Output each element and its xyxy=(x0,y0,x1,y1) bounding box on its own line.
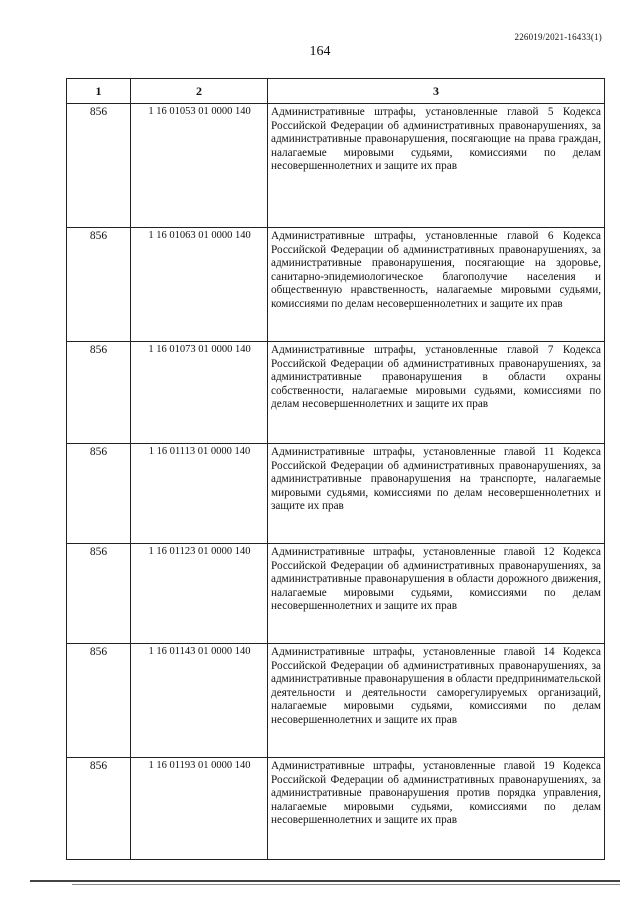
column-header-3: 3 xyxy=(268,79,605,104)
budget-code-cell: 1 16 01143 01 0000 140 xyxy=(131,644,268,758)
description-cell: Административные штрафы, установленные главой 11 Кодекса Российской Федерации об административных правонарушениях, за административные правонарушения на транспорте, налагаемые мировыми судьями, комиссиями по делам несовершеннолетних и защите их прав xyxy=(268,444,605,544)
budget-code-cell: 1 16 01123 01 0000 140 xyxy=(131,544,268,644)
table-row xyxy=(67,444,605,544)
admin-code-cell: 856 xyxy=(67,758,131,860)
admin-code-cell: 856 xyxy=(67,228,131,342)
admin-code-cell: 856 xyxy=(67,444,131,544)
table-header-row xyxy=(67,79,605,104)
table-row xyxy=(67,342,605,444)
admin-code-cell: 856 xyxy=(67,342,131,444)
description-cell: Административные штрафы, установленные главой 7 Кодекса Российской Федерации об административных правонарушениях, за административные правонарушения в области охраны собственности, налагаемые мировыми судьями, комиссиями по делам несовершеннолетних и защите их прав xyxy=(268,342,605,444)
column-header-2: 2 xyxy=(131,79,268,104)
admin-code-cell: 856 xyxy=(67,544,131,644)
table-row xyxy=(67,544,605,644)
admin-code-cell: 856 xyxy=(67,644,131,758)
page-number: 164 xyxy=(309,44,331,59)
description-cell: Административные штрафы, установленные главой 14 Кодекса Российской Федерации об административных правонарушениях, за административные правонарушения в области предпринимательской деятельности и деятельности саморегулируемых организаций, налагаемые мировыми судьями, комиссиями по делам несовершеннолетних и защите их прав xyxy=(268,644,605,758)
footer-divider xyxy=(30,880,620,882)
table-row xyxy=(67,758,605,860)
description-cell: Административные штрафы, установленные главой 19 Кодекса Российской Федерации об административных правонарушениях, за административные правонарушения против порядка управления, налагаемые мировыми судьями, комиссиями по делам несовершеннолетних и защите их прав xyxy=(268,758,605,860)
budget-code-cell: 1 16 01113 01 0000 140 xyxy=(131,444,268,544)
description-cell: Административные штрафы, установленные главой 12 Кодекса Российской Федерации об административных правонарушениях, за административные правонарушения в области дорожного движения, налагаемые мировыми судьями, комиссиями по делам несовершеннолетних и защите их прав xyxy=(268,544,605,644)
budget-code-cell: 1 16 01073 01 0000 140 xyxy=(131,342,268,444)
table-row xyxy=(67,104,605,228)
table-row xyxy=(67,228,605,342)
budget-code-cell: 1 16 01053 01 0000 140 xyxy=(131,104,268,228)
fines-table xyxy=(66,78,605,860)
budget-code-cell: 1 16 01063 01 0000 140 xyxy=(131,228,268,342)
document-registration-number: 226019/2021-16433(1) xyxy=(514,32,602,42)
budget-code-cell: 1 16 01193 01 0000 140 xyxy=(131,758,268,860)
footer-divider-thin xyxy=(72,884,620,885)
description-cell: Административные штрафы, установленные главой 5 Кодекса Российской Федерации об административных правонарушениях, за административные правонарушения, посягающие на права граждан, налагаемые мировыми судьями, комиссиями по делам несовершеннолетних и защите их прав xyxy=(268,104,605,228)
table-row xyxy=(67,644,605,758)
column-header-1: 1 xyxy=(67,79,131,104)
admin-code-cell: 856 xyxy=(67,104,131,228)
description-cell: Административные штрафы, установленные главой 6 Кодекса Российской Федерации об административных правонарушениях, за административные правонарушения, посягающие на здоровье, санитарно-эпидемиологическое благополучие населения и общественную нравственность, налагаемые мировыми судьями, комиссиями по делам несовершеннолетних и защите их прав xyxy=(268,228,605,342)
